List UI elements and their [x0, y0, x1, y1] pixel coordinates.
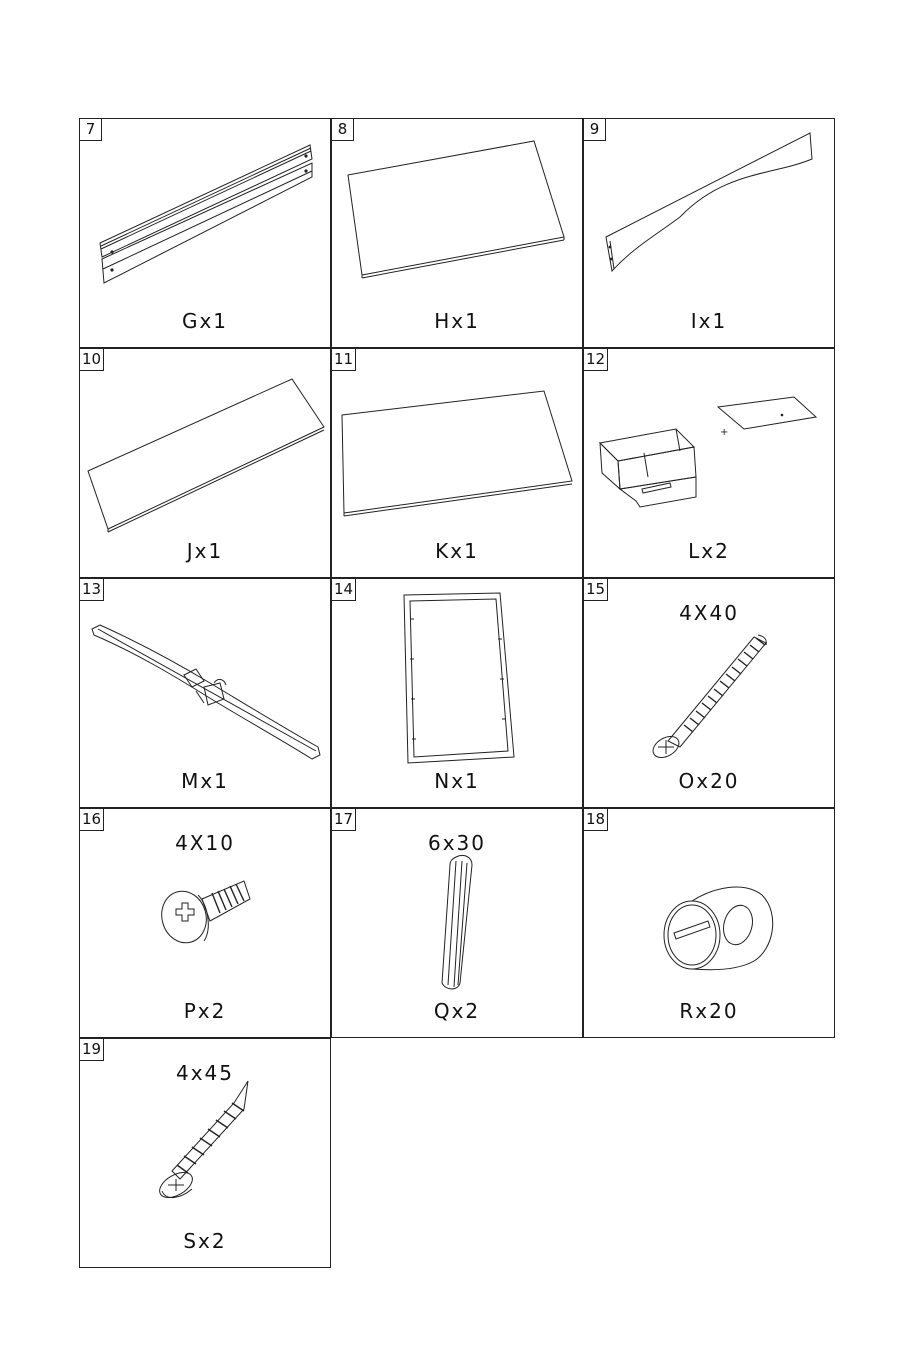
- part-cell-13: [79, 578, 331, 808]
- part-spec: 4X10: [175, 831, 235, 855]
- part-cell-17: [331, 808, 583, 1038]
- part-cell-8: [331, 118, 583, 348]
- part-number: 14: [332, 579, 356, 601]
- part-cell-15: [583, 578, 835, 808]
- part-label: Rx20: [679, 999, 739, 1023]
- part-label: Sx2: [183, 1229, 227, 1253]
- part-number: 17: [332, 809, 356, 831]
- part-label: Nx1: [434, 769, 480, 793]
- part-number: 13: [80, 579, 104, 601]
- part-label: Jx1: [186, 539, 224, 563]
- part-label: Ix1: [690, 309, 728, 333]
- part-number: 19: [80, 1039, 104, 1061]
- part-label: Px2: [183, 999, 227, 1023]
- part-number: 8: [332, 119, 354, 141]
- part-number: 9: [584, 119, 606, 141]
- part-cell-12: [583, 348, 835, 578]
- part-cell-10: [79, 348, 331, 578]
- part-cell-19: [79, 1038, 331, 1268]
- part-label: Gx1: [181, 309, 229, 333]
- part-spec: 4x45: [175, 1061, 234, 1085]
- part-number: 16: [80, 809, 104, 831]
- part-label: Lx2: [688, 539, 730, 563]
- part-label: Hx1: [434, 309, 480, 333]
- part-cell-11: [331, 348, 583, 578]
- part-cell-7: [79, 118, 331, 348]
- part-number: 10: [80, 349, 104, 371]
- part-label: Qx2: [433, 999, 481, 1023]
- part-label: Kx1: [435, 539, 479, 563]
- part-number: 15: [584, 579, 608, 601]
- part-number: 18: [584, 809, 608, 831]
- part-number: 11: [332, 349, 356, 371]
- part-spec: 4X40: [679, 601, 739, 625]
- part-number: 7: [80, 119, 102, 141]
- part-number: 12: [584, 349, 608, 371]
- part-cell-16: [79, 808, 331, 1038]
- part-cell-14: [331, 578, 583, 808]
- svg-text:+: +: [720, 427, 729, 438]
- part-cell-9: [583, 118, 835, 348]
- part-label: Mx1: [181, 769, 229, 793]
- part-label: Ox20: [678, 769, 740, 793]
- part-cell-18: [583, 808, 835, 1038]
- part-spec: 6x30: [427, 831, 486, 855]
